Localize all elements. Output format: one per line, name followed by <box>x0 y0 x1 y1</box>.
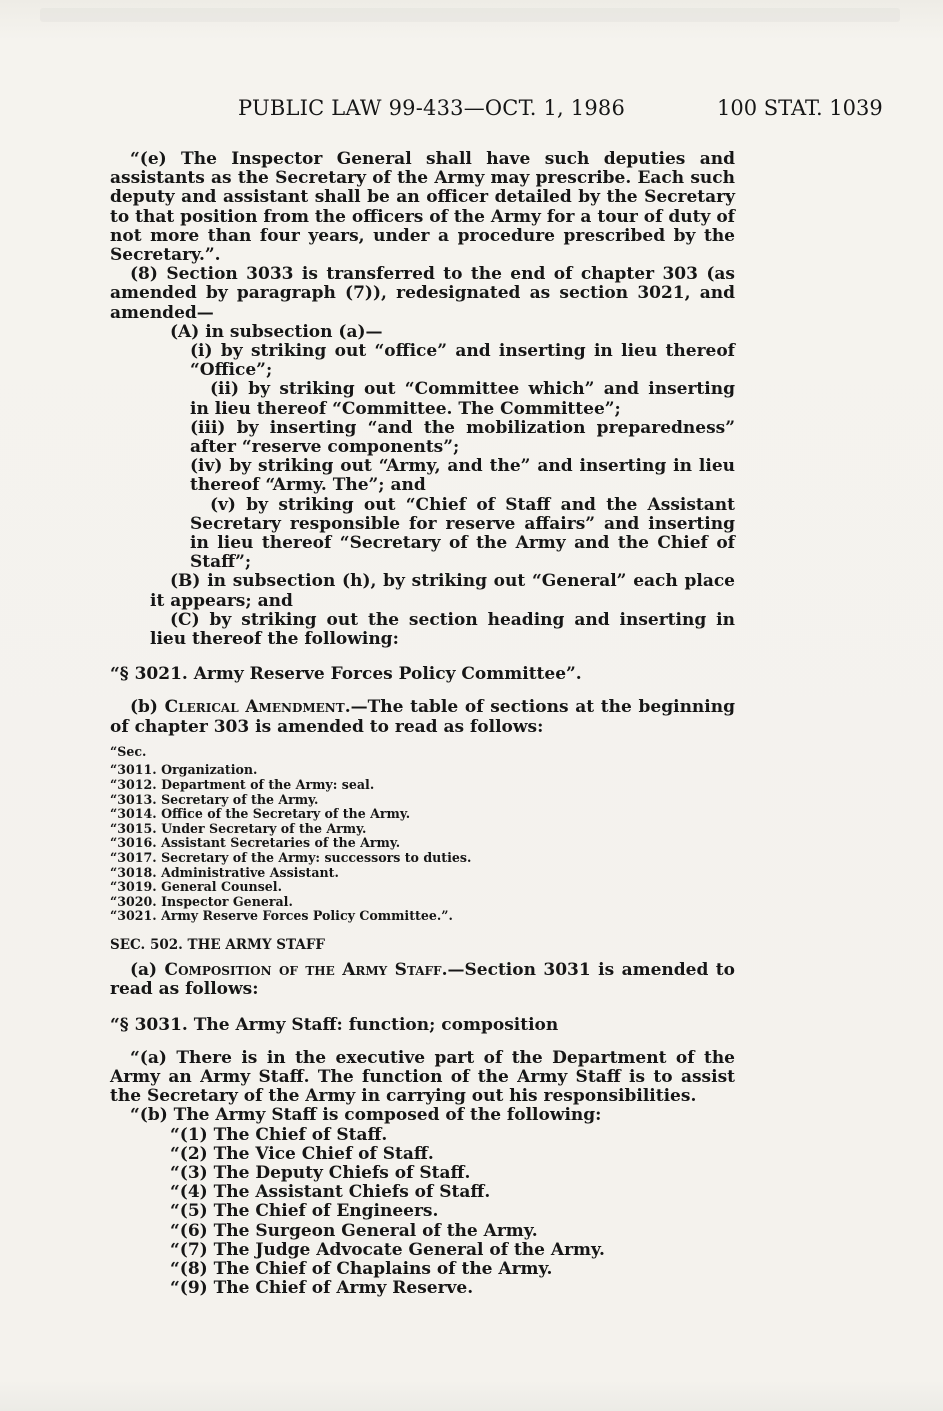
paragraph-8: (8) Section 3033 is transferred to the end of chapter 303 (as amended by paragraph (7)), redesignated as section 3021, and amended— <box>110 264 735 323</box>
toc-entry: “3013. Secretary of the Army. <box>110 791 319 807</box>
clause-iii: (iii) by inserting “and the mobilization preparedness” after “reserve components”; <box>190 417 735 458</box>
public-law-citation: PUBLIC LAW 99-433—OCT. 1, 1986 <box>238 96 626 120</box>
paragraph-b-clerical-amendment <box>110 698 735 736</box>
toc-entry: “3021. Army Reserve Forces Policy Committee.”. <box>110 908 453 924</box>
toc-entry: “3017. Secretary of the Army: successors to duties. <box>110 850 472 866</box>
list-item: “(3) The Deputy Chiefs of Staff. <box>170 1163 471 1184</box>
list-item: “(9) The Chief of Army Reserve. <box>170 1278 474 1299</box>
subparagraph-B: (B) in subsection (h), by striking out “General” each place it appears; and <box>150 571 735 611</box>
page-header <box>0 96 943 126</box>
statute-page-number: 100 STAT. 1039 <box>717 96 883 120</box>
toc-entry: “3015. Under Secretary of the Army. <box>110 820 367 836</box>
list-item: “(5) The Chief of Engineers. <box>170 1201 439 1222</box>
toc-entry: “3016. Assistant Secretaries of the Army. <box>110 835 401 851</box>
section-3021-heading: “§ 3021. Army Reserve Forces Policy Committee”. <box>110 664 582 685</box>
paragraph-b-title: Clerical Amendment <box>164 697 345 718</box>
subparagraph-A: (A) in subsection (a)— <box>170 321 383 342</box>
document-body <box>110 150 735 1298</box>
toc-entry: “3011. Organization. <box>110 762 258 778</box>
toc-entry: “3012. Department of the Army: seal. <box>110 777 375 793</box>
list-item: “(8) The Chief of Chaplains of the Army. <box>170 1259 553 1280</box>
section-3031-paragraph-b: “(b) The Army Staff is composed of the following: <box>130 1105 602 1126</box>
clause-i: (i) by striking out “office” and inserting in lieu thereof “Office”; <box>190 341 735 381</box>
clause-iv: (iv) by striking out “Army, and the” and inserting in lieu thereof “Army. The”; and <box>190 456 735 496</box>
list-item: “(4) The Assistant Chiefs of Staff. <box>170 1182 491 1203</box>
list-item: “(6) The Surgeon General of the Army. <box>170 1220 538 1241</box>
table-of-sections <box>110 745 735 924</box>
army-staff-composition-list <box>110 1126 735 1299</box>
clause-v: (v) by striking out “Chief of Staff and the Assistant Secretary responsible for reserve affairs” and inserting in lieu thereof “Secretary of the Army and the Chief of Staff”; <box>190 494 735 573</box>
list-item: “(2) The Vice Chief of Staff. <box>170 1143 434 1164</box>
paragraph-b-text: .—The table of sections at the beginning of chapter 303 is amended to read as follows: <box>110 697 735 737</box>
section-3031-heading: “§ 3031. The Army Staff: function; composition <box>110 1014 559 1035</box>
toc-entry: “3014. Office of the Secretary of the Army. <box>110 806 411 822</box>
list-item: “(1) The Chief of Staff. <box>170 1124 388 1145</box>
list-item: “(7) The Judge Advocate General of the Army. <box>170 1239 605 1260</box>
toc-entry: “3018. Administrative Assistant. <box>110 864 339 880</box>
paragraph-b-label: (b) <box>130 697 165 718</box>
subparagraph-C: (C) by striking out the section heading and inserting in lieu thereof the following: <box>150 609 735 650</box>
paragraph-a-label: (a) <box>130 960 165 981</box>
paragraph-e: “(e) The Inspector General shall have such deputies and assistants as the Secretary of the Army may prescribe. Each such deputy and assistant shall be an officer detailed by the Secretary to that position from the officers of the Army for a tour of duty of not more than four years, under a procedure prescribed by the Secretary.”. <box>110 149 735 266</box>
scan-artifact <box>40 8 900 22</box>
clause-ii: (ii) by striking out “Committee which” and inserting in lieu thereof “Committee. The Committee”; <box>190 379 735 419</box>
section-3031-paragraph-a: “(a) There is in the executive part of the Department of the Army an Army Staff. The function of the Army Staff is to assist the Secretary of the Army in carrying out his responsibilities. <box>110 1047 735 1107</box>
section-502-heading: SEC. 502. THE ARMY STAFF <box>110 937 325 954</box>
paragraph-a-text: .—Section 3031 is amended to read as follows: <box>110 960 735 1000</box>
toc-entry: “3020. Inspector General. <box>110 893 293 909</box>
toc-entry: “Sec. <box>110 743 147 759</box>
paragraph-a-title: Composition of the Army Staff <box>164 960 442 981</box>
paragraph-a-composition <box>110 961 735 999</box>
toc-entry: “3019. General Counsel. <box>110 879 282 895</box>
